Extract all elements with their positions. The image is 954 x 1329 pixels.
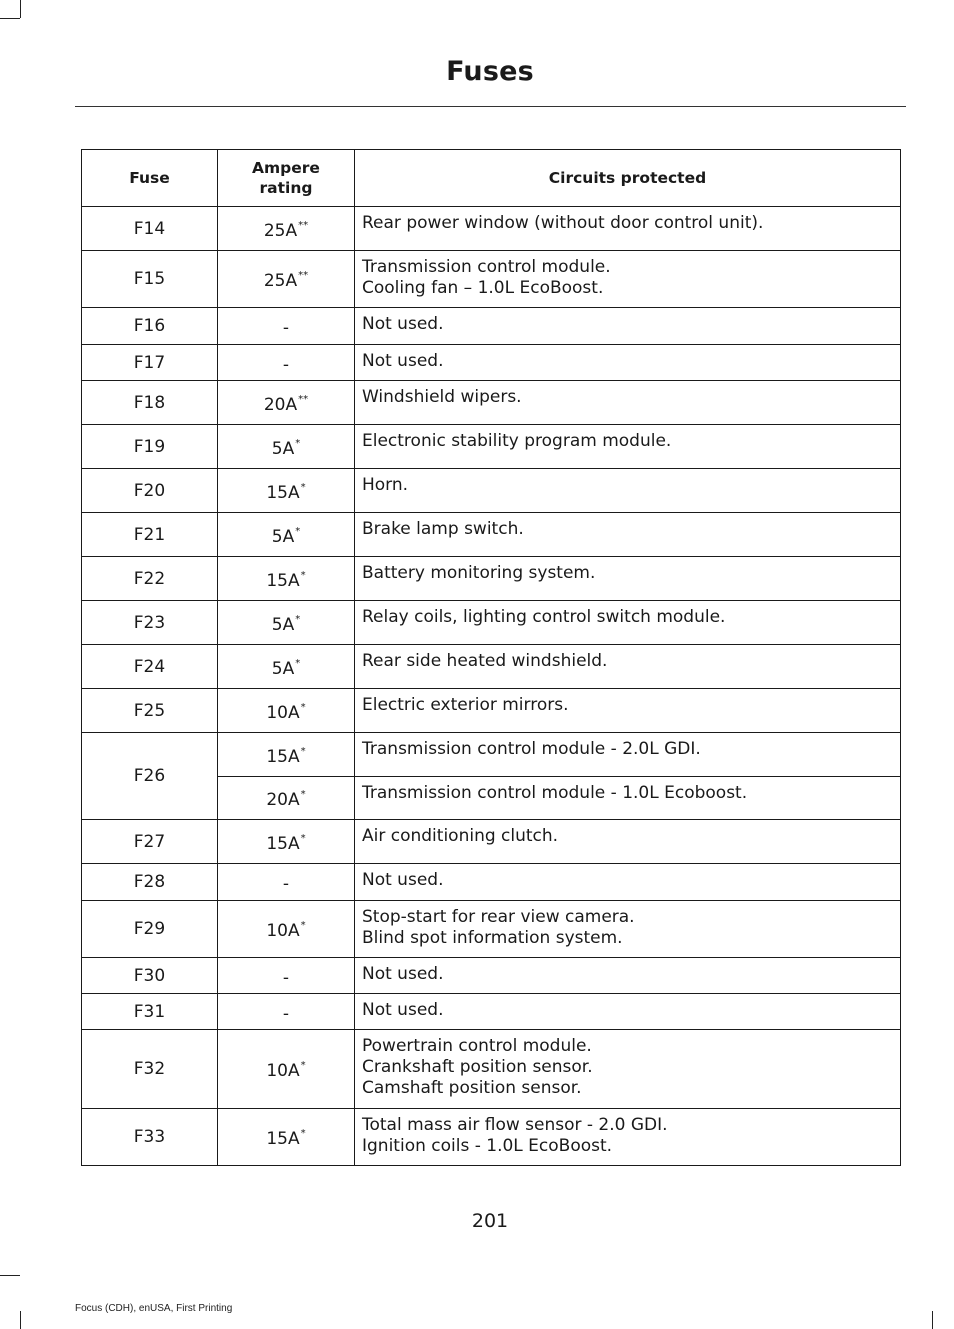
footnote-marker: * (300, 1060, 306, 1071)
circuit-line: Not used. (362, 314, 444, 334)
fuse-id: F21 (82, 513, 218, 557)
table-row (82, 994, 901, 1030)
table-row (82, 513, 901, 557)
circuit-line: Relay coils, lighting control switch module. (362, 607, 726, 627)
fuse-id: F33 (82, 1109, 218, 1166)
circuits-protected (355, 645, 901, 689)
fuse-id: F15 (82, 251, 218, 308)
crop-mark (20, 0, 21, 18)
circuits-protected (355, 601, 901, 645)
crop-mark (932, 1311, 933, 1329)
crop-mark (0, 18, 20, 19)
ampere-rating (218, 513, 355, 557)
ampere-rating (218, 733, 355, 777)
ampere-rating (218, 557, 355, 601)
ampere-value: 25A (263, 271, 298, 291)
circuits-protected (355, 1109, 901, 1166)
circuits-protected (355, 733, 901, 777)
circuit-line: Transmission control module. (362, 257, 611, 277)
circuit-line: Transmission control module - 2.0L GDI. (362, 739, 701, 759)
circuit-line: Transmission control module - 1.0L Ecoboost. (362, 783, 748, 803)
circuit-line: Ignition coils - 1.0L EcoBoost. (362, 1136, 613, 1156)
ampere-rating (218, 777, 355, 820)
fuse-id: F27 (82, 820, 218, 864)
circuits-protected (355, 207, 901, 251)
header-fuse: Fuse (82, 150, 218, 207)
circuits-protected (355, 557, 901, 601)
circuits-protected (355, 820, 901, 864)
table-row (82, 469, 901, 513)
circuit-line: Air conditioning clutch. (362, 826, 559, 846)
header-circuits-protected: Circuits protected (355, 150, 901, 207)
table-row (82, 207, 901, 251)
ampere-value: 5A (271, 438, 295, 459)
crop-mark (20, 1311, 21, 1329)
table-row (82, 864, 901, 901)
ampere-value: 5A (271, 614, 295, 635)
ampere-rating (218, 425, 355, 469)
footnote-marker: ** (298, 219, 309, 231)
circuits-protected (355, 381, 901, 425)
ampere-rating (218, 1030, 355, 1109)
table-row (82, 251, 901, 308)
table-row (82, 958, 901, 994)
ampere-rating (218, 1109, 355, 1166)
fuse-table-body (82, 207, 901, 1166)
circuit-line: Not used. (362, 351, 444, 371)
circuit-line: Rear power window (without door control unit). (362, 213, 764, 233)
circuit-line: Total mass air flow sensor - 2.0 GDI. (362, 1115, 668, 1135)
footnote-marker: ** (298, 270, 309, 281)
ampere-rating (218, 308, 355, 345)
circuit-line: Cooling fan – 1.0L EcoBoost. (362, 278, 604, 298)
ampere-rating (218, 820, 355, 864)
ampere-rating (218, 994, 355, 1030)
crop-mark (0, 1275, 20, 1276)
ampere-value: 5A (271, 526, 295, 547)
ampere-rating (218, 345, 355, 381)
footnote-marker: * (300, 920, 306, 931)
footnote-marker: * (295, 437, 301, 449)
footer-text: Focus (CDH), enUSA, First Printing (75, 1303, 233, 1314)
circuit-line: Electronic stability program module. (362, 431, 672, 451)
circuit-line: Stop-start for rear view camera. (362, 907, 635, 927)
fuse-id: F32 (82, 1030, 218, 1109)
ampere-rating (218, 469, 355, 513)
ampere-rating (218, 901, 355, 958)
ampere-value: 25A (263, 220, 298, 241)
circuits-protected (355, 1030, 901, 1109)
circuit-line: Not used. (362, 1000, 444, 1020)
ampere-rating (218, 381, 355, 425)
page-title: Fuses (446, 56, 534, 87)
circuits-protected (355, 864, 901, 901)
fuse-id: F29 (82, 901, 218, 958)
ampere-value: 15A (266, 570, 300, 591)
header-ampere-rating (218, 150, 355, 207)
footnote-marker: ** (298, 393, 309, 405)
ampere-value: 20A (263, 394, 298, 415)
ampere-value: - (282, 967, 290, 988)
page-number: 201 (471, 1210, 509, 1232)
fuse-id: F30 (82, 958, 218, 994)
ampere-value: 10A (266, 702, 300, 723)
circuits-protected (355, 901, 901, 958)
table-row (82, 425, 901, 469)
fuse-id: F23 (82, 601, 218, 645)
table-row (82, 901, 901, 958)
table-row (82, 381, 901, 425)
footnote-marker: * (295, 657, 301, 669)
fuse-id: F31 (82, 994, 218, 1030)
circuit-line: Not used. (362, 870, 444, 890)
ampere-value: 10A (266, 1061, 300, 1081)
table-row (82, 308, 901, 345)
circuits-protected (355, 958, 901, 994)
header-ampere-line1: Ampere (252, 159, 320, 177)
ampere-value: - (282, 874, 290, 894)
table-row (82, 345, 901, 381)
ampere-rating (218, 864, 355, 901)
header-ampere-line2: rating (259, 179, 313, 197)
circuits-protected (355, 994, 901, 1030)
ampere-value: 15A (266, 1129, 300, 1149)
table-row (82, 1030, 901, 1109)
circuits-protected (355, 469, 901, 513)
circuit-line: Windshield wipers. (362, 387, 522, 407)
circuit-line: Electric exterior mirrors. (362, 695, 569, 715)
table-row (82, 820, 901, 864)
fuse-id: F18 (82, 381, 218, 425)
circuit-line: Powertrain control module. (362, 1036, 592, 1056)
table-row (82, 733, 901, 777)
ampere-rating (218, 689, 355, 733)
circuits-protected (355, 777, 901, 820)
fuse-id: F28 (82, 864, 218, 901)
ampere-value: - (282, 318, 290, 338)
circuits-protected (355, 425, 901, 469)
table-row (82, 601, 901, 645)
footnote-marker: * (300, 832, 306, 844)
ampere-rating (218, 207, 355, 251)
circuits-protected (355, 308, 901, 345)
footnote-marker: * (300, 789, 306, 800)
footnote-marker: * (300, 745, 306, 757)
circuit-line: Brake lamp switch. (362, 519, 524, 539)
circuit-line: Camshaft position sensor. (362, 1078, 582, 1098)
ampere-rating (218, 251, 355, 308)
footnote-marker: * (300, 481, 306, 493)
circuit-line: Battery monitoring system. (362, 563, 596, 583)
circuits-protected (355, 513, 901, 557)
footnote-marker: * (295, 525, 301, 537)
fuse-id: F19 (82, 425, 218, 469)
table-row (82, 1109, 901, 1166)
ampere-value: 15A (266, 746, 300, 767)
footnote-marker: * (300, 1128, 306, 1139)
fuse-id: F24 (82, 645, 218, 689)
fuse-id: F20 (82, 469, 218, 513)
footnote-marker: * (300, 701, 306, 713)
table-row (82, 557, 901, 601)
circuit-line: Not used. (362, 964, 444, 984)
fuse-id: F22 (82, 557, 218, 601)
circuits-protected (355, 345, 901, 381)
footnote-marker: * (300, 569, 306, 581)
circuits-protected (355, 689, 901, 733)
table-row (82, 645, 901, 689)
circuit-line: Rear side heated windshield. (362, 651, 608, 671)
ampere-value: - (282, 354, 290, 375)
ampere-value: 15A (266, 482, 300, 503)
ampere-value: - (282, 1003, 290, 1024)
fuse-id: F25 (82, 689, 218, 733)
ampere-rating (218, 958, 355, 994)
fuse-id: F14 (82, 207, 218, 251)
ampere-value: 20A (266, 790, 300, 810)
ampere-rating (218, 645, 355, 689)
fuse-id: F17 (82, 345, 218, 381)
title-divider (75, 106, 906, 107)
fuse-id: F26 (82, 733, 218, 820)
ampere-value: 5A (271, 658, 295, 679)
circuit-line: Blind spot information system. (362, 928, 623, 948)
ampere-rating (218, 601, 355, 645)
ampere-value: 10A (266, 921, 300, 941)
fuse-table (81, 149, 901, 1166)
footnote-marker: * (295, 613, 301, 625)
circuit-line: Horn. (362, 475, 409, 495)
circuit-line: Crankshaft position sensor. (362, 1057, 593, 1077)
ampere-value: 15A (266, 833, 300, 854)
table-header-row (82, 150, 901, 207)
fuse-id: F16 (82, 308, 218, 345)
circuits-protected (355, 251, 901, 308)
table-row (82, 689, 901, 733)
